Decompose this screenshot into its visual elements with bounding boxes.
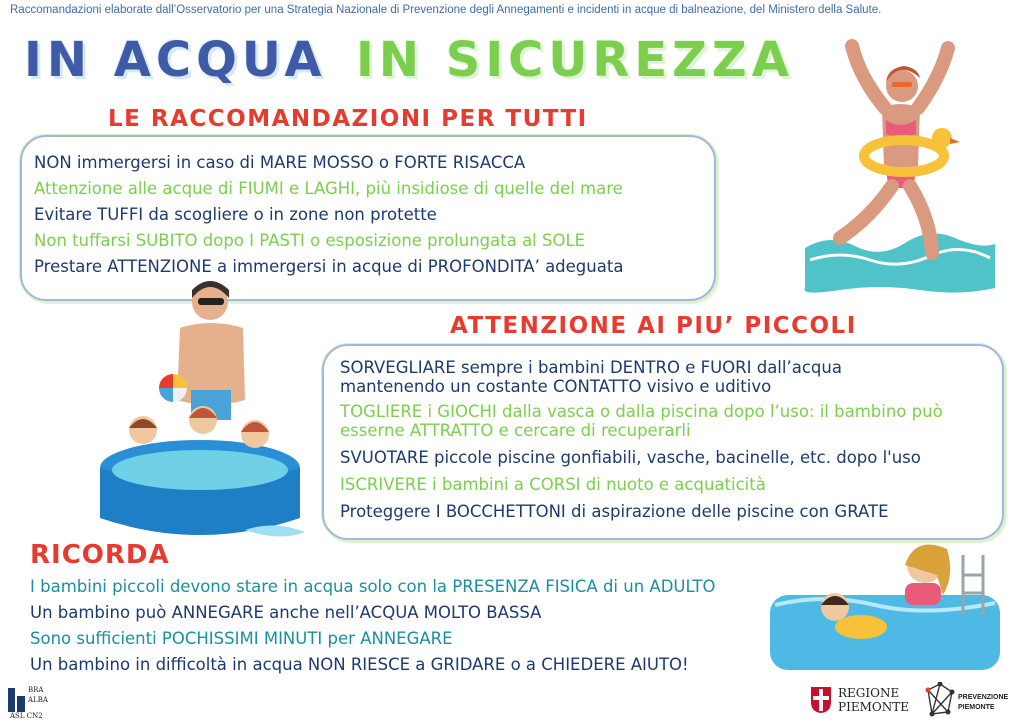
list-item: SVUOTARE piccole piscine gonfiabili, vasche, bacinelle, etc. dopo l'uso (340, 448, 921, 467)
prevenzione-logo-line2: PIEMONTE (958, 704, 995, 711)
regione-logo-line2: PIEMONTE (838, 700, 909, 714)
section-all-heading: LE RACCOMANDAZIONI PER TUTTI (108, 106, 588, 132)
asl-cn2-logo (8, 684, 52, 720)
remember-heading: RICORDA (30, 540, 170, 570)
section-kids-list (340, 358, 943, 521)
list-item: mantenendo un costante CONTATTO visivo e uditivo (340, 377, 772, 396)
asl-logo-line2: ALBA (28, 696, 48, 704)
family-pool-illustration (95, 280, 315, 550)
section-kids-heading: ATTENZIONE AI PIU’ PICCOLI (450, 313, 857, 339)
list-item: TOGLIERE i GIOCHI dalla vasca o dalla piscina dopo l’uso: il bambino può (340, 402, 943, 421)
list-item: Un bambino in difficoltà in acqua NON RIESCE a GRIDARE o a CHIEDERE AIUTO! (30, 655, 689, 674)
header-note: Raccomandazioni elaborate dall’Osservatorio per una Strategia Nazionale di Prevenzione degli Annegamenti e incidenti in acque di balneazione, del Ministero della Salute. (10, 4, 882, 16)
list-item: Un bambino può ANNEGARE anche nell’ACQUA MOLTO BASSA (30, 603, 542, 622)
list-item: Sono sufficienti POCHISSIMI MINUTI per ANNEGARE (30, 629, 453, 648)
title-part-1: IN ACQUA (24, 32, 327, 88)
asl-logo-line3: ASL CN2 (10, 712, 43, 720)
section-all-list (34, 150, 623, 280)
list-item: Attenzione alle acque di FIUMI e LAGHI, più insidiose di quelle del mare (34, 179, 623, 198)
title-part-2: IN SICUREZZA (356, 32, 794, 88)
prevenzione-network-icon (924, 682, 956, 718)
asl-building-icon (8, 684, 28, 712)
list-item: SORVEGLIARE sempre i bambini DENTRO e FUORI dall’acqua (340, 358, 842, 377)
list-item: Non tuffarsi SUBITO dopo I PASTI o esposizione prolungata al SOLE (34, 231, 586, 250)
woman-swimmer-illustration (800, 38, 1000, 298)
mother-child-pool-illustration (765, 535, 1005, 675)
list-item: esserne ATTRATTO e cercare di recuperarli (340, 421, 691, 440)
regione-shield-icon (810, 686, 832, 714)
prevenzione-piemonte-logo (924, 682, 1020, 722)
prevenzione-logo-line1: PREVENZIONE (958, 694, 1009, 701)
list-item: Prestare ATTENZIONE a immergersi in acque di PROFONDITA’ adeguata (34, 257, 624, 276)
asl-logo-line1: BRA (28, 686, 44, 694)
list-item: ISCRIVERE i bambini a CORSI di nuoto e acquaticità (340, 475, 766, 494)
list-item: Proteggere I BOCCHETTONI di aspirazione delle piscine con GRATE (340, 502, 889, 521)
regione-piemonte-logo (810, 684, 910, 720)
regione-logo-line1: REGIONE (838, 686, 900, 700)
list-item: Evitare TUFFI da scogliere o in zone non protette (34, 205, 437, 224)
list-item: I bambini piccoli devono stare in acqua solo con la PRESENZA FISICA di un ADULTO (30, 577, 716, 596)
remember-list (30, 574, 715, 678)
list-item: NON immergersi in caso di MARE MOSSO o FORTE RISACCA (34, 153, 526, 172)
